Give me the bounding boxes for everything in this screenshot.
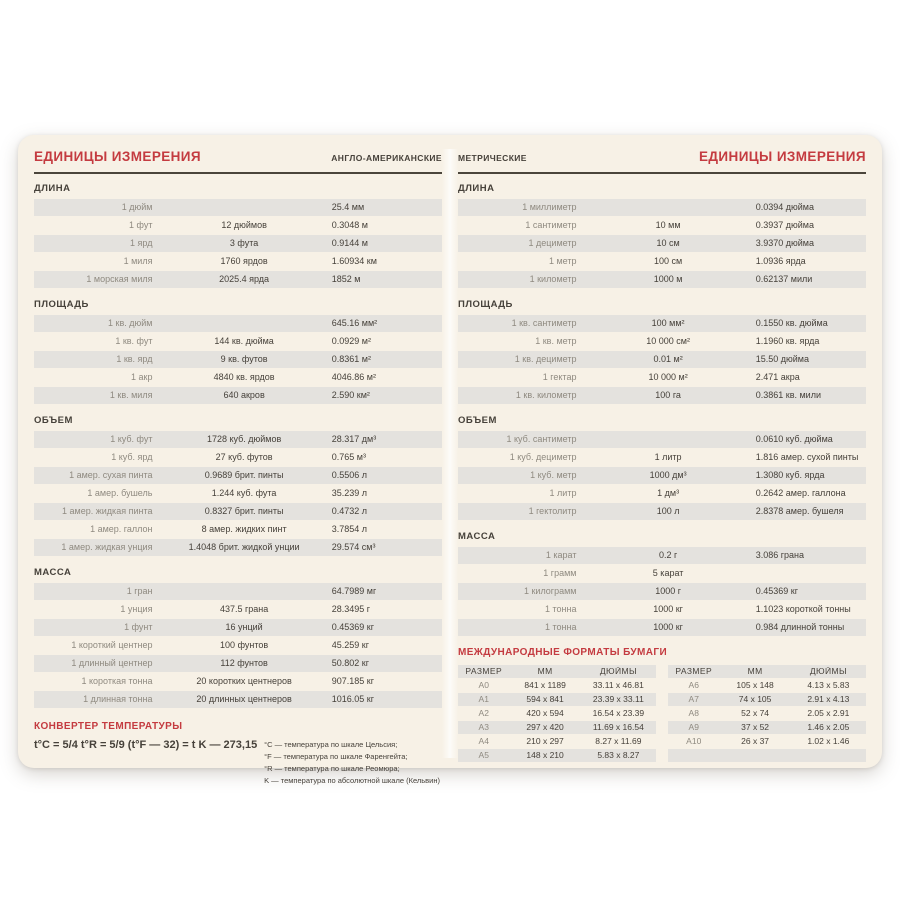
table-cell: 105 x 148 [736,681,774,690]
header-rule [34,172,442,174]
table-cell: 0.45369 кг [331,623,374,632]
table-cell: 1 короткий центнер [71,641,153,650]
table-cell: 1 кв. дюйм [108,319,153,328]
table-cell: 1.1960 кв. ярда [755,337,820,346]
section-heading: ПЛОЩАДЬ [34,299,89,310]
table-cell: 2.91 x 4.13 [807,695,850,704]
table-cell: 1 миллиметр [522,203,577,212]
table-cell: 1 гектар [542,373,577,382]
table-cell: 0.8361 м² [331,355,371,364]
table-cell: 1 амер. бушель [87,489,153,498]
table-row [458,547,866,564]
table-cell: 0.45369 кг [755,587,798,596]
table-cell: 1 унция [120,605,153,614]
table-cell: 1000 кг [653,605,683,614]
page-title: ЕДИНИЦЫ ИЗМЕРЕНИЯ [34,149,201,164]
table-cell: 1 кв. сантиметр [511,319,577,328]
table-cell: 100 фунтов [220,641,269,650]
temp-note-fahrenheit: °F — температура по шкале Фаренгейта; [264,752,408,761]
table-cell: 0.3861 кв. мили [755,391,821,400]
table-cell: 4.13 x 5.83 [807,681,850,690]
paper-formats [458,647,866,763]
table-cell: 907.185 кг [331,677,374,686]
table-cell: 10 000 м² [648,373,688,382]
table-cell: 100 мм² [651,319,685,328]
table-cell: 1 кв. метр [535,337,577,346]
table-cell: 1 кв. фут [115,337,153,346]
table-row [34,253,442,270]
table-row [668,749,866,762]
table-cell: 1.816 амер. сухой пинты [755,453,859,462]
table-cell: 1 миля [123,257,153,266]
table-row [34,351,442,368]
table-header-cell: РАЗМЕР [465,667,503,676]
table-cell: 1 метр [548,257,577,266]
table-cell: 0.2642 амер. галлона [755,489,846,498]
table-row [34,485,442,502]
table-row [458,333,866,350]
table-row [34,539,442,556]
page-spine-divider [442,149,458,758]
table-cell: 26 x 37 [741,737,770,746]
table-cell: 1 кв. ярд [116,355,153,364]
section-heading: ОБЪЕМ [458,415,497,426]
table-row [458,503,866,520]
table-cell: 1 тонна [544,623,577,632]
table-row [458,735,656,748]
table-cell: 2.471 акра [755,373,800,382]
table-cell: A9 [688,723,699,732]
table-row [34,449,442,466]
paper-formats-tables [458,665,866,763]
table-cell: 25.4 мм [331,203,365,212]
table-cell: 1000 м [653,275,683,284]
table-cell: 100 л [656,507,680,516]
paper-table-a6-a10 [668,665,866,763]
table-cell: 0.01 м² [653,355,683,364]
table-volume [34,431,442,556]
table-cell: 0.3937 дюйма [755,221,814,230]
table-cell: 15.50 дюйма [755,355,809,364]
table-cell: 1 куб. фут [110,435,153,444]
table-cell: 0.4732 л [331,507,368,516]
table-cell: 10 мм [655,221,681,230]
table-cell: A5 [478,751,489,760]
table-cell: 1728 куб. дюймов [206,435,282,444]
table-row [34,655,442,672]
table-cell: 0.984 длинной тонны [755,623,845,632]
page-subtitle: МЕТРИЧЕСКИЕ [458,153,527,163]
table-cell: 1 тонна [544,605,577,614]
table-cell: 1 гектолитр [528,507,577,516]
table-row [34,673,442,690]
table-cell: A0 [478,681,489,690]
table-cell: 0.0394 дюйма [755,203,814,212]
table-row [458,601,866,618]
section-mass [458,531,866,636]
temperature-converter-body [34,739,442,787]
temperature-converter-heading: КОНВЕРТЕР ТЕМПЕРАТУРЫ [34,721,183,732]
table-cell: 10 000 см² [646,337,690,346]
table-row [458,253,866,270]
table-cell: 37 x 52 [741,723,770,732]
section-length [34,183,442,288]
table-cell: 1 килограмм [523,587,577,596]
table-cell: 1 амер. жидкая пинта [62,507,153,516]
table-cell: 210 x 297 [526,737,564,746]
table-cell: 4046.86 м² [331,373,376,382]
table-cell: 0.2 г [658,551,678,560]
table-cell: 0.0610 куб. дюйма [755,435,833,444]
table-header-cell: ММ [537,667,553,676]
table-cell: 1760 ярдов [220,257,268,266]
table-cell: 1.46 x 2.05 [807,723,850,732]
header-rule [458,172,866,174]
table-cell: 841 x 1189 [524,681,566,690]
table-row [34,217,442,234]
table-row [34,431,442,448]
section-heading: ДЛИНА [458,183,495,194]
table-row [458,387,866,404]
table-row [34,271,442,288]
table-row [458,369,866,386]
table-row [34,467,442,484]
temperature-formula: t°C = 5/4 t°R = 5/9 (t°F — 32) = t K — 273,15 [34,739,258,751]
table-cell: A1 [478,695,489,704]
table-cell: 1 амер. сухая пинта [69,471,153,480]
table-cell: 3.7854 л [331,525,368,534]
table-cell: 35.239 л [331,489,368,498]
table-cell: 437.5 грана [219,605,269,614]
table-cell: 1 километр [529,275,577,284]
temp-note-celsius: °C — температура по шкале Цельсия; [264,740,398,749]
section-volume [34,415,442,556]
table-cell: 5 карат [652,569,684,578]
table-row [458,235,866,252]
table-row [34,387,442,404]
table-cell: 0.1550 кв. дюйма [755,319,828,328]
table-cell: 1 куб. сантиметр [506,435,577,444]
table-row [34,333,442,350]
table-cell: 1 литр [654,453,682,462]
table-cell: 3 фута [229,239,259,248]
table-cell: 0.62137 мили [755,275,813,284]
table-row [458,449,866,466]
section-area [34,299,442,404]
table-row [34,199,442,216]
table-cell: 1 кв. километр [515,391,577,400]
table-cell: 33.11 x 46.81 [592,681,644,690]
table-row [458,315,866,332]
table-cell: 0.0929 м² [331,337,371,346]
table-cell: 1.3080 куб. ярда [755,471,825,480]
section-heading: МАССА [458,531,496,542]
table-cell: 1 гран [126,587,153,596]
table-cell: 23.39 x 33.11 [592,695,644,704]
table-row [458,693,656,706]
section-heading: ДЛИНА [34,183,71,194]
table-volume [458,431,866,520]
table-row [34,637,442,654]
table-row [34,369,442,386]
temperature-converter [34,721,442,787]
table-cell: A8 [688,709,699,718]
table-cell: 20 коротких центнеров [196,677,292,686]
table-row [458,565,866,582]
temp-note-kelvin: K — температура по абсолютной шкале (Кельвин) [264,776,440,785]
table-cell: 10 см [656,239,680,248]
table-cell: 45.259 кг [331,641,369,650]
table-cell: 112 фунтов [220,659,268,668]
table-cell: A7 [688,695,699,704]
paper-formats-heading: МЕЖДУНАРОДНЫЕ ФОРМАТЫ БУМАГИ [458,647,668,658]
table-cell: 1 дюйм [121,203,153,212]
table-cell: 1 амер. жидкая унция [61,543,153,552]
section-area [458,299,866,404]
table-cell: 4840 кв. ярдов [213,373,275,382]
table-row [34,691,442,708]
page-header [34,149,442,167]
table-cell: 12 дюймов [221,221,267,230]
table-cell: 2.8378 амер. бушеля [755,507,844,516]
table-cell: 1 кв. миля [109,391,153,400]
table-cell: 3.086 грана [755,551,805,560]
temperature-notes [264,739,442,787]
table-row [668,693,866,706]
table-cell: A4 [478,737,489,746]
table-row [458,431,866,448]
table-cell: 1.02 x 1.46 [807,737,850,746]
paper-table-a0-a5 [458,665,656,763]
table-row [458,619,866,636]
section-heading: ОБЪЕМ [34,415,73,426]
table-cell: 28.317 дм³ [331,435,377,444]
table-row [34,619,442,636]
table-cell: 20 длинных центнеров [196,695,292,704]
table-row [458,351,866,368]
table-cell: 1 акр [131,373,153,382]
table-cell: 29.574 см³ [331,543,376,552]
table-cell: 1.244 куб. фута [211,489,277,498]
table-cell: 74 x 105 [738,695,772,704]
table-header-cell: ДЮЙМЫ [809,667,847,676]
table-cell: 64.7989 мг [331,587,377,596]
table-cell: 1.1023 короткой тонны [755,605,851,614]
table-cell: 0.9689 брит. пинты [204,471,284,480]
table-cell: 9 кв. футов [220,355,268,364]
section-heading: МАССА [34,567,72,578]
table-cell: 52 x 74 [741,709,770,718]
table-cell: 1852 м [331,275,361,284]
table-area [458,315,866,404]
table-cell: 1 куб. метр [530,471,577,480]
table-cell: 11.69 x 16.54 [592,723,644,732]
page-header [458,149,866,167]
section-volume [458,415,866,520]
table-length [458,199,866,288]
table-header-cell: ДЮЙМЫ [599,667,637,676]
table-cell: 1 кв. дециметр [514,355,577,364]
section-heading: ПЛОЩАДЬ [458,299,513,310]
table-row [34,235,442,252]
table-cell: 1 длинный центнер [71,659,153,668]
table-row [34,315,442,332]
table-cell: 148 x 210 [526,751,564,760]
table-header-row [458,665,656,678]
table-cell: 0.5506 л [331,471,368,480]
table-cell: 27 куб. футов [215,453,273,462]
table-cell: 50.802 кг [331,659,369,668]
table-cell: 1 морская миля [86,275,153,284]
table-row [458,217,866,234]
table-cell: 1 ярд [130,239,153,248]
table-row [668,721,866,734]
table-row [34,583,442,600]
table-area [34,315,442,404]
table-cell: 640 акров [223,391,265,400]
table-cell: 1 дециметр [528,239,577,248]
table-cell: 0.9144 м [331,239,368,248]
table-cell: 594 x 841 [526,695,564,704]
reference-card [18,135,882,785]
table-cell: 144 кв. дюйма [214,337,274,346]
table-row [458,583,866,600]
table-row [458,467,866,484]
table-cell: 1 короткая тонна [81,677,153,686]
table-row [34,601,442,618]
table-cell: 1 грамм [543,569,577,578]
table-row [458,707,656,720]
table-cell: 297 x 420 [526,723,564,732]
table-cell: A2 [478,709,489,718]
table-cell: 2025.4 ярда [219,275,270,284]
table-row [458,749,656,762]
page-metric [458,149,866,758]
table-cell: 1 длинная тонна [83,695,153,704]
table-cell: 1 куб. дециметр [509,453,577,462]
table-row [668,735,866,748]
table-cell: 16 унций [225,623,263,632]
table-row [34,521,442,538]
table-cell: 8 амер. жидких пинт [201,525,287,534]
table-cell: A3 [478,723,489,732]
table-header-row [668,665,866,678]
table-cell: 1 амер. галлон [90,525,153,534]
table-cell: A10 [686,737,702,746]
table-cell: 1016.05 кг [331,695,374,704]
table-cell: 5.83 x 8.27 [597,751,640,760]
table-cell: 16.54 x 23.39 [592,709,645,718]
table-cell: 28.3495 г [331,605,371,614]
table-mass [458,547,866,636]
table-cell: 0.765 м³ [331,453,366,462]
table-cell: 1 литр [549,489,577,498]
table-cell: 0.8327 брит. пинты [204,507,284,516]
table-header-cell: РАЗМЕР [675,667,713,676]
table-cell: 420 x 594 [526,709,564,718]
table-cell: 645.16 мм² [331,319,378,328]
table-row [458,271,866,288]
table-length [34,199,442,288]
table-cell: 100 га [655,391,681,400]
table-row [458,679,656,692]
table-cell: 2.05 x 2.91 [807,709,850,718]
table-cell: 0.3048 м [331,221,368,230]
table-cell: 1 фут [129,221,153,230]
table-cell: 1 сантиметр [525,221,577,230]
table-cell: 3.9370 дюйма [755,239,814,248]
table-row [668,679,866,692]
table-header-cell: ММ [747,667,763,676]
table-cell: 1.0936 ярда [755,257,806,266]
table-mass [34,583,442,708]
page-subtitle: АНГЛО-АМЕРИКАНСКИЕ [331,153,442,163]
table-cell: 1 куб. ярд [111,453,153,462]
table-cell: 8.27 x 11.69 [595,737,642,746]
table-cell: 1000 кг [653,623,683,632]
table-row [458,721,656,734]
table-row [34,503,442,520]
table-cell: A6 [688,681,699,690]
table-cell: 1000 г [655,587,681,596]
table-cell: 100 см [653,257,683,266]
temp-note-reaumur: °R — температура по шкале Реомюра; [264,764,400,773]
table-cell: 1000 дм³ [649,471,687,480]
table-cell: 1 дм³ [657,489,680,498]
table-row [668,707,866,720]
table-cell: 1 карат [545,551,577,560]
table-row [458,199,866,216]
table-cell: 1 фунт [124,623,153,632]
section-length [458,183,866,288]
table-cell: 2.590 км² [331,391,370,400]
page-title: ЕДИНИЦЫ ИЗМЕРЕНИЯ [699,149,866,164]
section-mass [34,567,442,708]
table-row [458,485,866,502]
table-cell: 1.4048 брит. жидкой унции [188,543,300,552]
table-cell: 1.60934 км [331,257,377,266]
page-anglo-american [34,149,442,785]
